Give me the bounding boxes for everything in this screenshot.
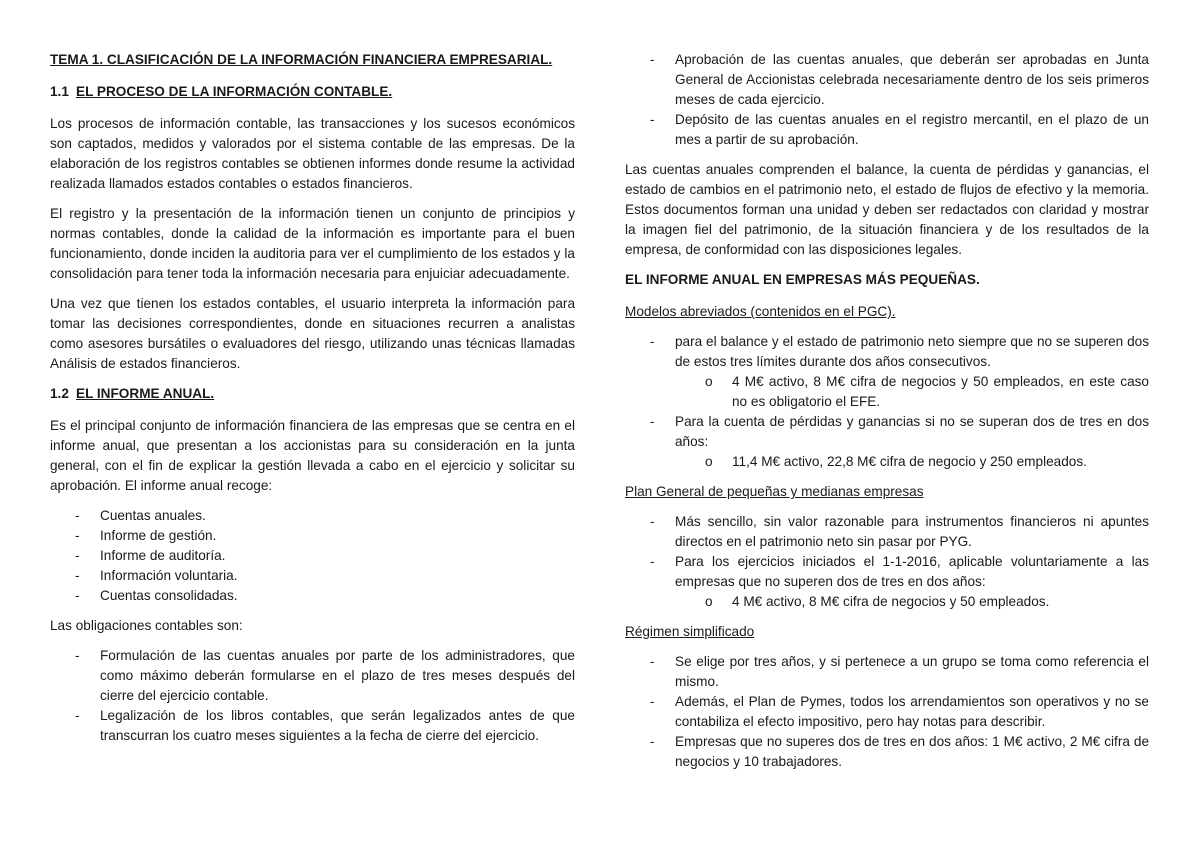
modelos-list: [625, 332, 1149, 472]
list-item: [625, 332, 1149, 372]
sub-list: [625, 452, 1149, 472]
section-title: EL PROCESO DE LA INFORMACIÓN CONTABLE.: [76, 84, 393, 99]
obligaciones-list-continued: [625, 50, 1149, 150]
sub-list: [625, 592, 1149, 612]
section-heading-pequenas: EL INFORME ANUAL EN EMPRESAS MÁS PEQUEÑAS.: [625, 272, 980, 287]
informe-list: [50, 506, 575, 606]
section-number: 1.1: [50, 84, 69, 99]
list-item: - Informe de auditoría.: [50, 546, 575, 566]
list-item: - Se elige por tres años, y si pertenece a un grupo se toma como referencia el mismo.: [625, 652, 1149, 692]
regimen-list: [625, 652, 1149, 772]
sub-list: [625, 372, 1149, 412]
sub-list-item: o 4 M€ activo, 8 M€ cifra de negocios y 50 empleados.: [625, 592, 1149, 612]
list-item: - Informe de gestión.: [50, 526, 575, 546]
paragraph: Las obligaciones contables son:: [50, 618, 243, 633]
sub-list-item: o 4 M€ activo, 8 M€ cifra de negocios y 50 empleados, en este caso no es obligatorio el EFE.: [625, 372, 1149, 412]
sub-list-wrapper: [625, 452, 1149, 472]
document-title: TEMA 1. CLASIFICACIÓN DE LA INFORMACIÓN FINANCIERA EMPRESARIAL.: [50, 52, 553, 67]
list-item: - Para los ejercicios iniciados el 1-1-2016, aplicable voluntariamente a las empresas que no superen dos de tres en dos años:: [625, 552, 1149, 592]
list-item: - Más sencillo, sin valor razonable para instrumentos financieros ni apuntes directos en el patrimonio neto sin pasar por PYG.: [625, 512, 1149, 552]
list-item-text: para el balance y el estado de patrimonio neto siempre que no se superen dos de estos tres límites durante dos años consecutivos.: [675, 334, 1149, 369]
left-column: [50, 50, 575, 756]
list-item: - Información voluntaria.: [50, 566, 575, 586]
subheading-plan-general: Plan General de pequeñas y medianas empresas: [625, 484, 924, 499]
list-item: - Cuentas anuales.: [50, 506, 575, 526]
plan-list: [625, 512, 1149, 612]
obligaciones-list: [50, 646, 575, 746]
list-item: - Legalización de los libros contables, que serán legalizados antes de que transcurran los cuatro meses siguientes a la fecha de cierre del ejercicio.: [50, 706, 575, 746]
list-item: - Depósito de las cuentas anuales en el registro mercantil, en el plazo de un mes a partir de su aprobación.: [625, 110, 1149, 150]
section-heading-1-2: [50, 384, 575, 404]
paragraph: Las cuentas anuales comprenden el balance, la cuenta de pérdidas y ganancias, el estado de cambios en el patrimonio neto, el estado de flujos de efectivo y la memoria. Estos documentos forman una unidad y deben ser redactados con claridad y mostrar la imagen fiel del patrimonio, de la situación financiera y de los resultados de la empresa, de conformidad con las disposiciones legales.: [625, 162, 1149, 257]
section-title: EL INFORME ANUAL.: [76, 386, 215, 401]
list-item: - Aprobación de las cuentas anuales, que deberán ser aprobadas en Junta General de Accionistas celebrada necesariamente dentro de los seis primeros meses de cada ejercicio.: [625, 50, 1149, 110]
section-heading-1-1: [50, 82, 575, 102]
sub-list-wrapper: [625, 372, 1149, 412]
list-item: - Empresas que no superes dos de tres en dos años: 1 M€ activo, 2 M€ cifra de negocios y 10 trabajadores.: [625, 732, 1149, 772]
sub-list-item: o 11,4 M€ activo, 22,8 M€ cifra de negocio y 250 empleados.: [625, 452, 1149, 472]
paragraph: Una vez que tienen los estados contables, el usuario interpreta la información para tomar las decisiones correspondientes, donde en situaciones recurren a analistas como asesores bursátiles o evaluadores del riesgo, utilizando unas técnicas llamadas Análisis de estados financieros.: [50, 296, 575, 371]
paragraph: Es el principal conjunto de información financiera de las empresas que se centra en el informe anual, que presentan a los accionistas para su consideración en la junta general, con el fin de explicar la gestión llevada a cabo en el ejercicio y solicitar su aprobación. El informe anual recoge:: [50, 418, 575, 493]
list-item: - Cuentas consolidadas.: [50, 586, 575, 606]
subheading-regimen: Régimen simplificado: [625, 624, 755, 639]
right-column: [625, 50, 1149, 782]
paragraph: El registro y la presentación de la información tienen un conjunto de principios y normas contables, donde la calidad de la información es importante para el buen funcionamiento, donde inciden la auditoria para ver el cumplimiento de los estados y la consolidación para tener toda la información necesaria para enjuiciar adecuadamente.: [50, 206, 575, 281]
list-item: - Además, el Plan de Pymes, todos los arrendamientos son operativos y no se contabiliza el efecto impositivo, pero hay notas para describir.: [625, 692, 1149, 732]
subheading-modelos: Modelos abreviados (contenidos en el PGC).: [625, 304, 896, 319]
paragraph: Los procesos de información contable, las transacciones y los sucesos económicos son captados, medidos y valorados por el sistema contable de las empresas. De la elaboración de los registros contables se obtienen informes donde resume la actividad realizada llamados estados contables o estados financieros.: [50, 116, 575, 191]
list-item: - Para la cuenta de pérdidas y ganancias si no se superan dos de tres en dos años:: [625, 412, 1149, 452]
section-number: 1.2: [50, 386, 69, 401]
list-item: - Formulación de las cuentas anuales por parte de los administradores, que como máximo deberán formularse en el plazo de tres meses después del cierre del ejercicio contable.: [50, 646, 575, 706]
sub-list-wrapper: [625, 592, 1149, 612]
